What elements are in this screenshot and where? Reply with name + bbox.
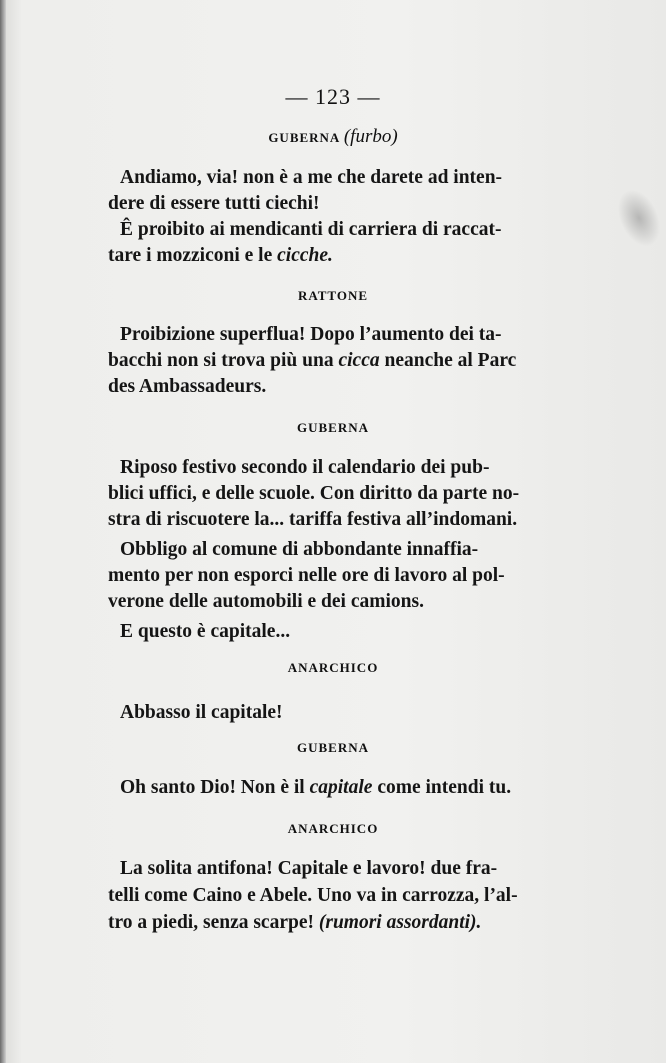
text-span: neanche al Parc (379, 350, 517, 371)
speaker-name: GUBERNA (268, 130, 340, 145)
text-span: bacchi non si trova più una (108, 350, 339, 371)
stage-direction: (furbo) (343, 126, 398, 147)
text-line: des Ambassadeurs. (108, 376, 267, 397)
speaker-guberna (0, 126, 666, 148)
text-line: blici uffici, e delle scuole. Con diritto da parte no- (108, 483, 520, 504)
text-line: dere di essere tutti ciechi! (108, 193, 320, 214)
page-smudge (609, 183, 666, 253)
text-span: tare i mozziconi e le (108, 245, 278, 266)
speaker-anarchico: ANARCHICO (287, 821, 379, 836)
italic-word: cicche. (277, 245, 333, 266)
speaker-guberna: GUBERNA (296, 740, 369, 755)
text-line (108, 348, 588, 374)
page-number: — 123 — (285, 84, 381, 109)
text-line (120, 775, 600, 801)
text-span: come intendi tu. (372, 777, 512, 798)
stage-direction: (rumori assordanti). (318, 912, 482, 933)
text-line: Ê proibito ai mendicanti di carriera di raccat- (120, 219, 502, 240)
text-line: stra di riscuotere la... tariffa festiva all’indomani. (108, 509, 518, 530)
italic-word: capitale (309, 777, 373, 798)
text-span: Oh santo Dio! Non è il (120, 777, 310, 798)
page-binding-edge (0, 0, 6, 1063)
text-line: E questo è capitale... (120, 621, 291, 642)
speaker-rattone: RATTONE (297, 288, 369, 303)
text-line: telli come Caino e Abele. Uno va in carrozza, l’al- (108, 885, 518, 906)
text-line: mento per non esporci nelle ore di lavoro al pol- (108, 565, 505, 586)
speaker-anarchico: ANARCHICO (287, 660, 379, 675)
text-line: Andiamo, via! non è a me che darete ad inten- (120, 167, 503, 188)
text-line (108, 910, 588, 936)
text-line: Obbligo al comune di abbondante innaffia- (120, 539, 479, 560)
speaker-guberna: GUBERNA (296, 420, 369, 435)
text-line: Riposo festivo secondo il calendario dei pub- (120, 457, 490, 478)
text-line: Proibizione superflua! Dopo l’aumento dei ta- (120, 324, 502, 345)
text-line: Abbasso il capitale! (120, 702, 283, 723)
text-line: verone delle automobili e dei camions. (108, 591, 424, 612)
text-span: tro a piedi, senza scarpe! (108, 912, 319, 933)
italic-word: cicca (338, 350, 380, 371)
text-line (108, 243, 588, 269)
text-line: La solita antifona! Capitale e lavoro! due fra- (120, 858, 498, 879)
